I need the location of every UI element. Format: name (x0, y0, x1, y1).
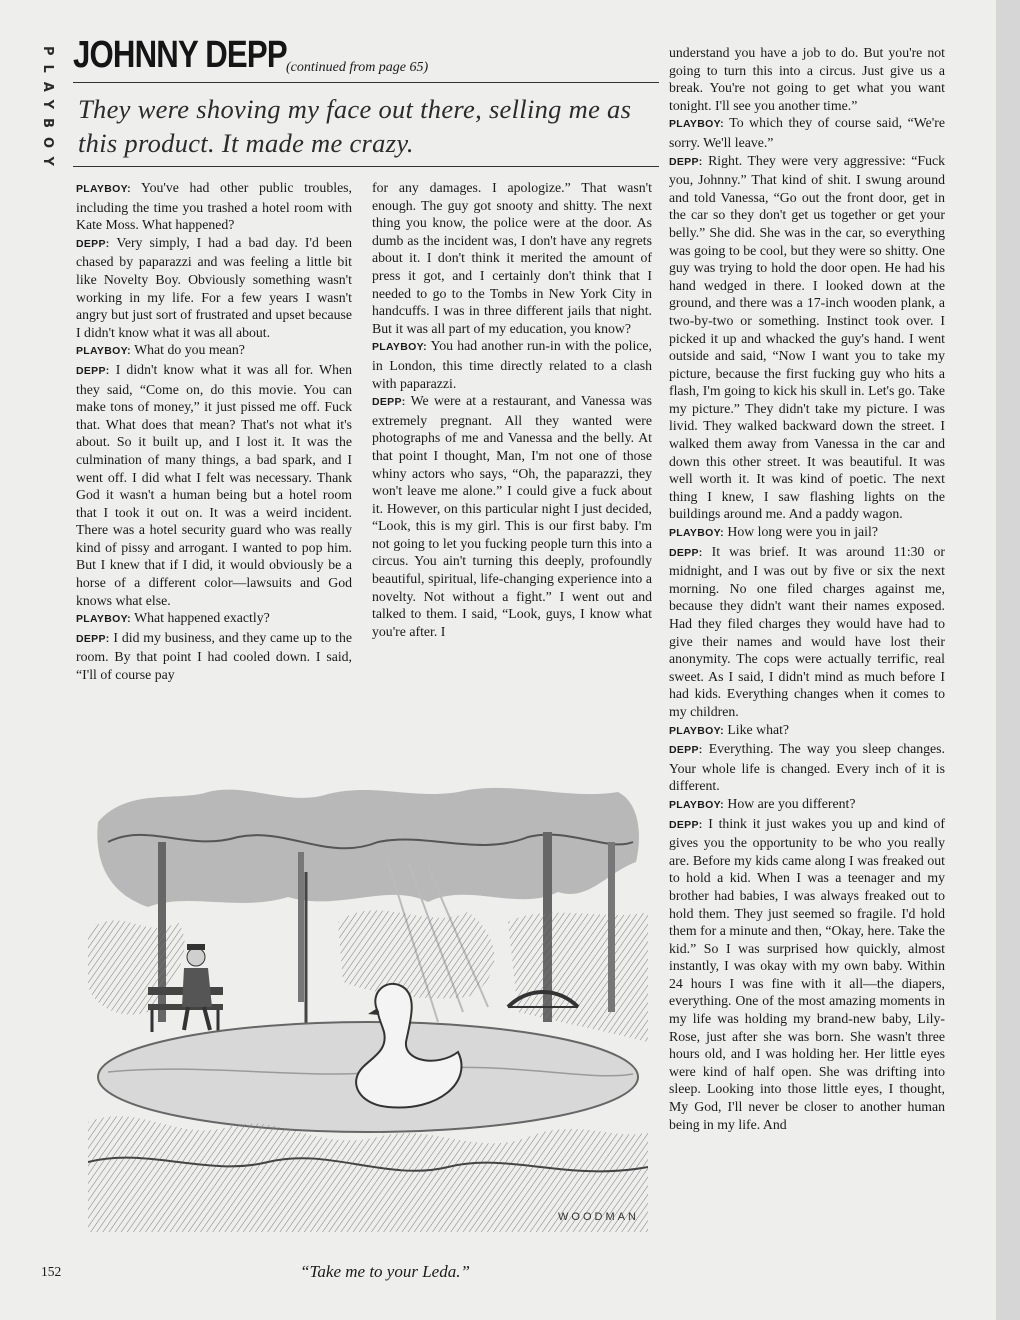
speaker-label: DEPP: (76, 632, 110, 645)
pull-quote-rule (73, 166, 659, 167)
speaker-label: DEPP: (669, 744, 703, 757)
paragraph-text: Very simply, I had a bad day. I'd been chased by paparazzi and was feeling a little bit like Novelty Boy. Obviously something wasn't working in my life. For a few years I wasn't angry but just sort of frustrated and upset because I didn't know what it was all about. (76, 234, 353, 340)
interview-paragraph (372, 392, 652, 640)
interview-paragraph (669, 795, 945, 815)
paragraph-text: I think it just wakes you up and kind of gives you the opportunity to be who you really are. Before my kids came along I was freaked out to hold a kid. When I was a teenager and my brother had babies, I was always freaked out to hold them. They just seemed so fragile. I'd hold them for a minute and then, “Okay, here. Take the kid.” So I was surprised how quickly, almost instantly, I was okay with my own baby. Within 24 hours I was fine with it all—the diapers, everything. One of the most amazing moments in my life was holding my brand-new baby, Lily-Rose, just after she was born. She wasn't three hours old, and I was holding her. Her little eyes were kind of half open. She was drifting into sleep. Looking into those little eyes, I thought, My God, I'll never be closer to another human being in my life. And (669, 815, 946, 1132)
page-edge (996, 0, 1020, 1320)
speaker-label: PLAYBOY: (372, 341, 427, 354)
speaker-label: PLAYBOY: (76, 613, 131, 626)
magazine-name-vertical (36, 46, 60, 175)
paragraph-text: I did my business, and they came up to the room. By that point I had cooled down. I said, “I'll of course pay (76, 629, 352, 683)
paragraph-text: It was brief. It was around 11:30 or midnight, and I was out by five or six the next morning. No one filed charges against me, because they didn't want their names exposed. Had they filed charges they would have had to give their names and would have lost their anonymity. The cops were actually terrific, real sweet. As I said, I didn't mind as much before I had kids. Everything changes when it comes to my children. (669, 543, 945, 719)
interview-paragraph (76, 234, 352, 342)
speaker-label: PLAYBOY: (76, 345, 131, 358)
paragraph-text: Everything. The way you sleep changes. Your whole life is changed. Every inch of it is different. (669, 741, 945, 794)
paragraph-text: You had another run-in with the police, in London, this time directly related to a clash with paparazzi. (372, 338, 652, 391)
interview-paragraph (76, 629, 352, 684)
interview-paragraph (76, 361, 352, 609)
paragraph-text: What do you mean? (134, 342, 245, 358)
text-column-1 (76, 179, 352, 684)
cartoon-illustration (88, 782, 648, 1232)
paragraph-text: What happened exactly? (134, 610, 270, 626)
speaker-label: DEPP: (372, 396, 406, 409)
interview-paragraph (76, 609, 352, 629)
article-title: JOHNNY DEPP (73, 34, 287, 76)
interview-paragraph (76, 341, 352, 361)
speaker-label: PLAYBOY: (669, 118, 724, 131)
speaker-label: PLAYBOY: (669, 798, 724, 811)
interview-paragraph (669, 44, 945, 114)
paragraph-text: How are you different? (727, 795, 856, 811)
continued-note: (continued from page 65) (286, 60, 429, 75)
speaker-label: DEPP: (669, 818, 703, 831)
speaker-label: DEPP: (669, 546, 703, 559)
paragraph-text: To which they of course said, “We're sorry. We'll leave.” (669, 115, 946, 150)
pull-quote: They were shoving my face out there, selling me as this product. It made me crazy. (78, 94, 632, 158)
text-column-3 (669, 44, 945, 1133)
paragraph-text: Right. They were very aggressive: “Fuck you, Johnny.” That kind of shit. I swung around and told Vanessa, “Go out the front door, get in the car so they don't get us together or get your belly.” She did. She was in the car, so everything was going to be cool, but they were so shitty. One guy was trying to hold the door open. He had his hand wedged in there. I looked down at the ground, and there was a 17-inch wooden plank, a two-by-two or something. Instinct took over. I picked it up and whacked the guy's hand. I went outside and said, “Now I want you to take my picture, because the first fucking guy who hits a flash, I'm going to kick his skull in. Let's go. Take my picture.” They didn't take my picture. I was livid. They walked backward down the street. I walked them away from Vanessa in the car and down this other street. It was beautiful. It was well worth it. It was kind of poetic. The next thing I knew, I saw flashing lights on the buildings around me. And a paddy wagon. (669, 152, 945, 522)
speaker-label: PLAYBOY: (669, 724, 724, 737)
interview-paragraph (372, 337, 652, 392)
interview-paragraph (669, 114, 945, 151)
interview-paragraph (669, 152, 945, 523)
speaker-label: DEPP: (76, 237, 110, 250)
title-rule (73, 82, 659, 83)
magazine-name-text: PLAYBOY (40, 46, 55, 175)
paragraph-text: You've had other public troubles, including the time you trashed a hotel room with Kate Moss. What happened? (76, 180, 353, 233)
text-column-2 (372, 179, 652, 640)
artist-signature: WOODMAN (558, 1211, 639, 1223)
interview-paragraph (669, 740, 945, 795)
page-number: 152 (41, 1264, 62, 1279)
interview-paragraph (76, 179, 352, 234)
paragraph-text: Like what? (727, 721, 790, 737)
speaker-label: PLAYBOY: (76, 183, 131, 195)
interview-paragraph (669, 815, 945, 1134)
speaker-label: DEPP: (76, 364, 110, 377)
paragraph-text: We were at a restaurant, and Vanessa was extremely pregnant. All they wanted were photographs of me and Vanessa and the belly. At that point I thought, Man, I'm not one of those whiny actors who says, “Oh, the paparazzi, they won't leave me alone.” I could give a fuck about it. However, on this particular night I just decided, “Look, this is my girl. This is our first baby. I'm not going to let you fucking people turn this into a circus. You ain't turning this deeply, profoundly beautiful, spiritual, life-changing experience into a novelty. Not without a fight.” I went out and talked to them. I said, “Look, guys, I know what you're after. I (372, 393, 653, 639)
speaker-label: DEPP: (669, 155, 703, 168)
interview-paragraph (669, 721, 945, 741)
interview-paragraph (669, 543, 945, 721)
paragraph-text: How long were you in jail? (727, 524, 878, 540)
interview-paragraph (372, 179, 652, 337)
cartoon-caption: “Take me to your Leda.” (300, 1262, 470, 1281)
paragraph-text: understand you have a job to do. But you're not going to turn this into a circus. Just give us a break. You're not going to get what you want tonight. I'll see you another time.” (669, 45, 945, 113)
paragraph-text: I didn't know what it was all for. When they said, “Come on, do this movie. You can make tons of money,” it just pissed me off. Fuck that. What does that mean? That's not what it's about. So it built up, and I lost it. It was the culmination of many things, a bad spark, and I went off. I did what I felt was necessary. Thank God it wasn't a human being but a hotel room that I took it out on. It was a weird incident. There was a hotel security guard who was really kind of pissy and arrogant. I wanted to pop him. But I knew that if I did, it would obviously be a horse of a different color—lawsuits and God knows what else. (76, 361, 352, 608)
paragraph-text: for any damages. I apologize.” That wasn't enough. The guy got snooty and shitty. The next thing you know, the police were at the door. As dumb as the incident was, I don't have any regrets about it. I don't think it merited the amount of press it got, and I certainly don't think that I needed to go to the Tombs in New York City in handcuffs. I was in three different jails that night. But it was all part of my education, you know? (372, 180, 652, 336)
speaker-label: PLAYBOY: (669, 527, 724, 540)
interview-paragraph (669, 523, 945, 543)
